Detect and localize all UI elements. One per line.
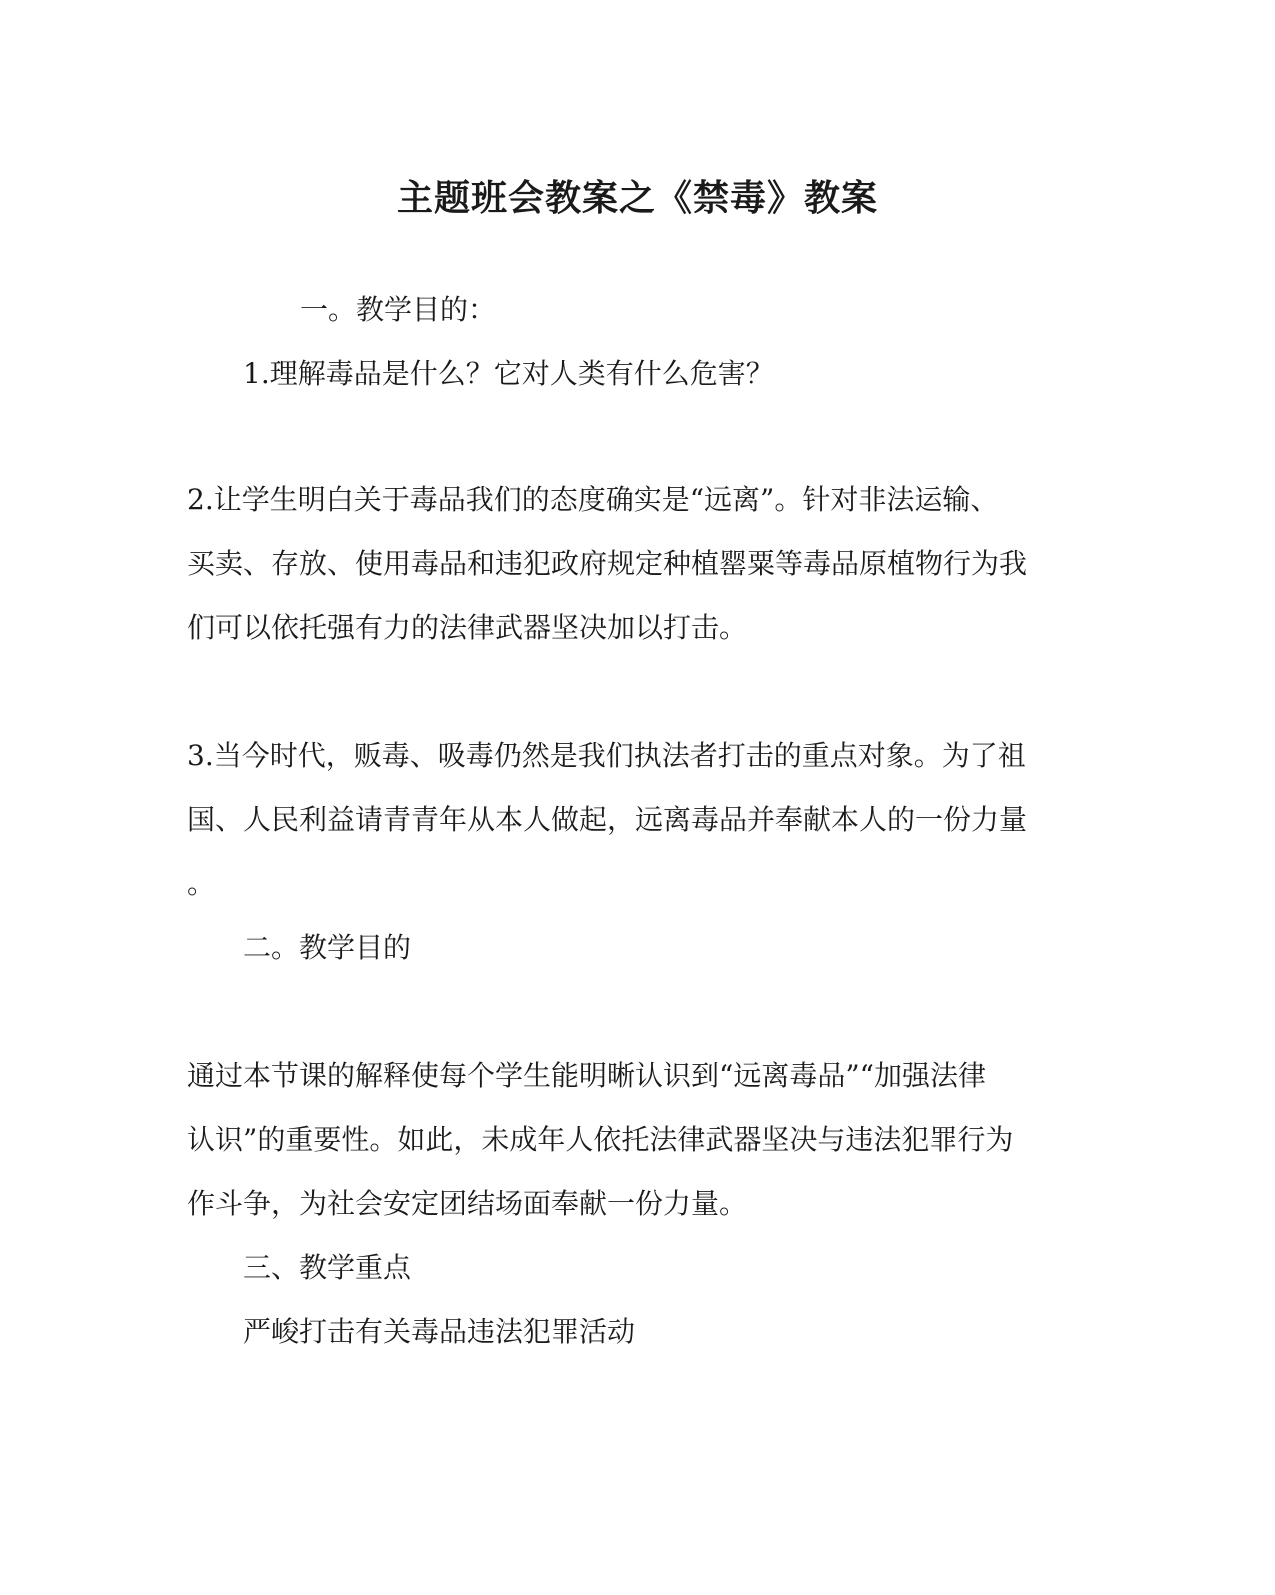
section-1-item-1: 1.理解毒品是什么？它对人类有什么危害？ [243,357,774,390]
section-2-body [187,1044,1057,1236]
section-3-heading: 三、教学重点 [243,1251,412,1284]
paragraph-line: 3.当今时代，贩毒、吸毒仍然是我们执法者打击的重点对象。为了祖 [187,739,1026,772]
paragraph-line: 作斗争，为社会安定团结场面奉献一份力量。 [187,1187,748,1220]
paragraph-line: 认识”的重要性。如此，未成年人依托法律武器坚决与违法犯罪行为 [187,1123,1014,1156]
section-3-body: 严峻打击有关毒品违法犯罪活动 [243,1315,636,1348]
section-1-heading: 一。教学目的： [300,293,497,326]
paragraph-line: 们可以依托强有力的法律武器坚决加以打击。 [187,611,748,644]
section-2-heading: 二。教学目的 [243,931,412,964]
section-1-item-3 [187,724,1057,916]
document-title: 主题班会教案之《禁毒》教案 [396,177,878,219]
paragraph-line: 。 [187,867,216,900]
section-1-item-2 [187,468,1057,660]
paragraph-line: 通过本节课的解释使每个学生能明晰认识到“远离毒品”“加强法律 [187,1059,986,1092]
paragraph-line: 买卖、存放、使用毒品和违犯政府规定种植罂粟等毒品原植物行为我 [187,547,1028,580]
paragraph-line: 国、人民利益请青青年从本人做起，远离毒品并奉献本人的一份力量 [187,803,1028,836]
paragraph-line: 2.让学生明白关于毒品我们的态度确实是“远离”。针对非法运输、 [187,483,999,516]
